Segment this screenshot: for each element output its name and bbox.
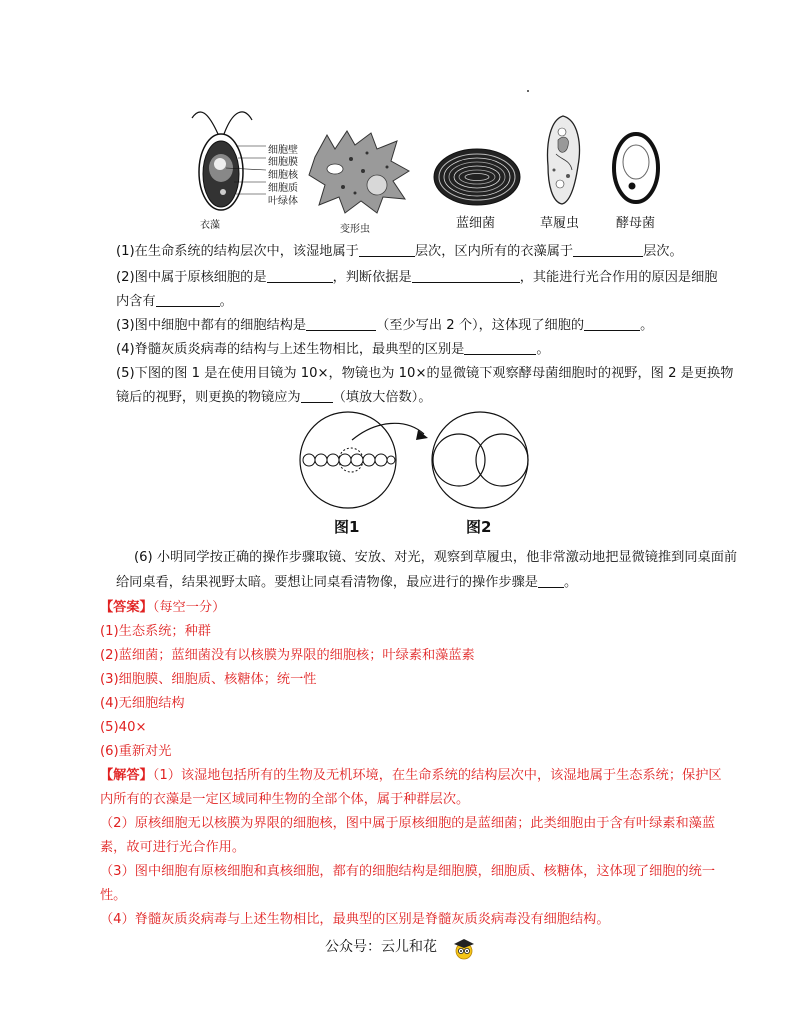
question-3: (3)图中细胞中都有的细胞结构是 （至少写出 2 个），这体现了细胞的 。 <box>116 318 654 333</box>
chlamy-label-chloroplast: 叶绿体 <box>268 196 298 207</box>
footer-account: 公众号：云儿和花 <box>325 939 437 955</box>
figure-1-label: 图1 <box>334 518 360 536</box>
answer-tag: 【答案】 <box>100 600 153 615</box>
answer-blank[interactable] <box>359 242 415 257</box>
paramecium-drawing <box>540 114 586 206</box>
answer-blank[interactable] <box>412 268 520 283</box>
chlamy-label-cell-membrane: 细胞膜 <box>268 157 298 168</box>
answer-blank[interactable] <box>584 316 640 331</box>
answer-note: （每空一分） <box>152 600 226 615</box>
question-5-cont: 镜后的视野，则更换的物镜应为 （填放大倍数）。 <box>116 390 432 405</box>
chlamy-label-cell-wall: 细胞壁 <box>268 145 298 156</box>
paramecium-caption: 草履虫 <box>540 216 580 231</box>
graduate-emoji-icon <box>453 938 475 964</box>
explanation-4: （4）脊髓灰质炎病毒与上述生物相比，最典型的区别是脊髓灰质炎病毒没有细胞结构。 <box>100 912 610 927</box>
cyanobacteria-drawing <box>432 147 522 207</box>
answer-blank[interactable] <box>306 316 376 331</box>
question-5: (5)下图的图 1 是在使用目镜为 10×，物镜也为 10×的显微镜下观察酵母菌细胞时的视野，图 2 是更换物 <box>116 366 734 381</box>
chlamydomonas-drawing <box>178 102 268 212</box>
explanation-tag: 【解答】 <box>100 768 153 783</box>
cyanobacteria-caption: 蓝细菌 <box>456 216 496 231</box>
yeast-caption: 酵母菌 <box>616 216 656 231</box>
explanation-2-cont: 素，故可进行光合作用。 <box>100 840 246 855</box>
answer-4: (4)无细胞结构 <box>100 696 185 711</box>
explanation-3: （3）图中细胞有原核细胞和真核细胞，都有的细胞结构是细胞膜，细胞质、核糖体，这体现了细胞的统一 <box>100 864 716 879</box>
question-2: (2)图中属于原核细胞的是 ，判断依据是 ，其能进行光合作用的原因是细胞 <box>116 270 718 285</box>
question-4: (4)脊髓灰质炎病毒的结构与上述生物相比，最典型的区别是 。 <box>116 342 550 357</box>
answer-2: (2)蓝细菌；蓝细菌没有以核膜为界限的细胞核；叶绿素和藻蓝素 <box>100 648 475 663</box>
amoeba-drawing <box>305 127 415 217</box>
field-of-view-2 <box>432 412 528 508</box>
microscope-field-figure <box>296 410 536 540</box>
explanation-3-cont: 性。 <box>100 888 127 903</box>
figure-2-label: 图2 <box>466 518 492 536</box>
explanation-1-cont: 内所有的衣藻是一定区域同种生物的全部个体，属于种群层次。 <box>100 792 470 807</box>
chlamy-label-cytoplasm: 细胞质 <box>268 183 298 194</box>
explanation-2: （2）原核细胞无以核膜为界限的细胞核，图中属于原核细胞的是蓝细菌；此类细胞由于含有叶绿素和藻蓝 <box>100 816 716 831</box>
question-2-cont: 内含有 。 <box>116 294 233 309</box>
answer-blank[interactable] <box>156 292 220 307</box>
answer-blank[interactable] <box>538 573 564 588</box>
chlamy-label-nucleus: 细胞核 <box>268 170 298 181</box>
amoeba-caption: 变形虫 <box>340 224 370 235</box>
answer-1: (1)生态系统；种群 <box>100 624 211 639</box>
answer-5: (5)40× <box>100 720 147 735</box>
answer-header <box>100 598 225 618</box>
answer-6: (6)重新对光 <box>100 744 172 759</box>
answer-blank[interactable] <box>464 340 536 355</box>
organism-figure <box>160 92 670 237</box>
answer-blank[interactable] <box>267 268 333 283</box>
answer-blank[interactable] <box>301 388 333 403</box>
chlamy-caption: 衣藻 <box>200 220 220 231</box>
question-6-cont: 给同桌看，结果视野太暗。要想让同桌看清物像，最应进行的操作步骤是 。 <box>116 575 578 590</box>
question-6: (6) 小明同学按正确的操作步骤取镜、安放、对光，观察到草履虫，他非常激动地把显微镜推到同桌面前 <box>134 550 738 565</box>
answer-3: (3)细胞膜、细胞质、核糖体；统一性 <box>100 672 317 687</box>
yeast-drawing <box>612 130 660 206</box>
answer-blank[interactable] <box>573 242 643 257</box>
field-of-view-1 <box>300 412 396 508</box>
explanation-1: 【解答】（1）该湿地包括所有的生物及无机环境，在生命系统的结构层次中，该湿地属于生态系统；保护区 <box>100 768 722 783</box>
question-1: (1)在生命系统的结构层次中，该湿地属于 层次，区内所有的衣藻属于 层次。 <box>116 244 683 259</box>
